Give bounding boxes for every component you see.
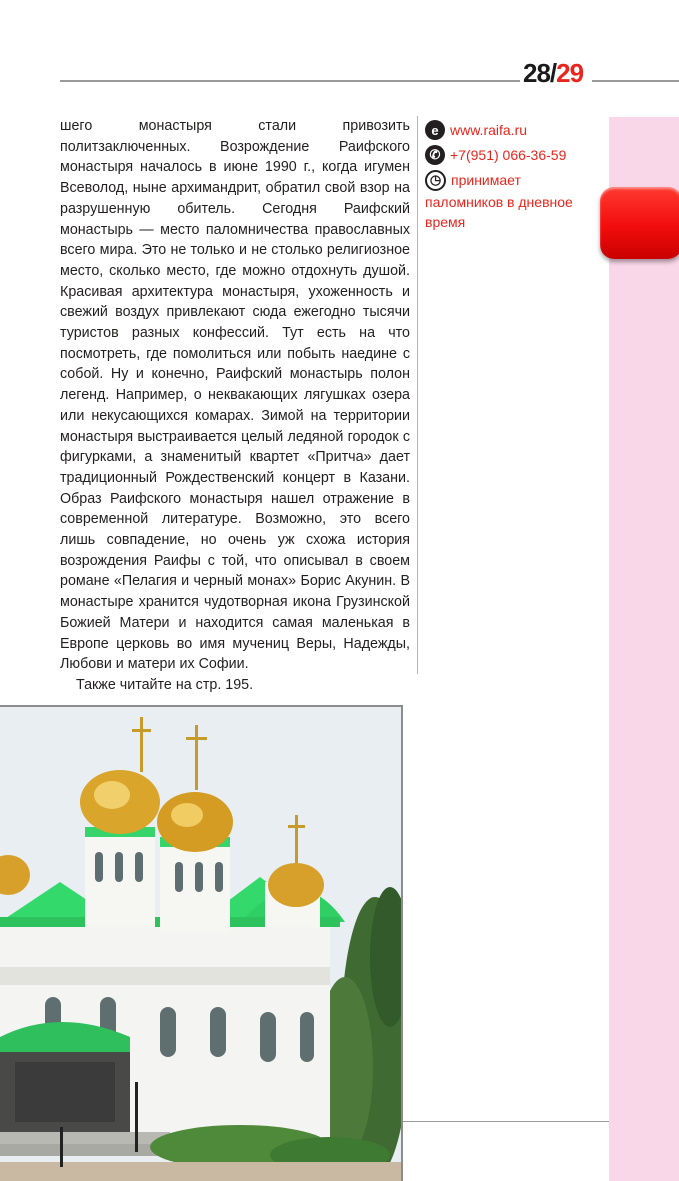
article-body [60,116,410,696]
clock-icon: ◷ [425,170,446,191]
hours-line-1: принимает [451,172,521,188]
page-number-slash: / [549,58,557,88]
column-divider [417,116,418,674]
phone-icon: ✆ [425,145,445,165]
monastery-photo [0,705,403,1181]
footer-rule [403,1121,609,1122]
page-numbers [523,58,583,89]
page-number-left: 28 [523,58,550,88]
monastery-illustration [0,707,403,1181]
side-color-band [609,117,679,1181]
hours-block [425,168,605,232]
see-also-note: Также читайте на стр. 195. [76,676,254,693]
website-row [425,118,605,142]
article-text: шего монастыря стали привозить политзаключенных. Возрождение Раифского монастыря началось в июне 1990 г., когда игумен Всеволод, ныне архимандрит, обратил свой взор на разрушенную обитель. Сегодня Раифский монастырь — место паломничества православных всего мира. Это не только и не столько религиозное место, сколько место, где можно отдохнуть душой. Красивая архитектура монастыря, ухоженность и свежий воздух привлекают сюда ежегодно тысячи туристов разных конфессий. Тут есть на что посмотреть, где помолиться или побыть наедине с собой. Ну и конечно, Раифский монастырь полон легенд. Например, о неквакающих лягушках озера или некусающихся комарах. Зимой на территории монастыря выстраивается целый ледяной городок с фигурками, а знаменитый квартет «Притча» дает традиционный Рождественский концерт в Казани. Образ Раифского монастыря нашел отражение в современной литературе. Возможно, это всего лишь совпадение, но очень уж схожа история возрождения Раифы с той, что описывал в своем романе «Пелагия и черный монах» Борис Акунин. В монастыре хранится чудотворная икона Грузинской Божией Матери и находится самая маленькая в Европе церковь во имя мучениц Веры, Надежды, Любови и матери их Софии. [60,118,410,673]
header-rule [60,80,520,82]
page-number-right: 29 [556,58,584,88]
section-tab-marker [600,187,679,259]
phone-number[interactable]: +7(951) 066-36-59 [450,147,567,163]
website-link[interactable]: www.raifa.ru [450,122,528,138]
web-icon: e [425,120,445,140]
hours-line-2: паломников в дневное [425,194,573,210]
hours-line-3: время [425,214,466,230]
header-rule-right [592,80,679,82]
phone-row [425,143,605,167]
hours-row [425,168,605,192]
info-sidebar [425,118,605,232]
